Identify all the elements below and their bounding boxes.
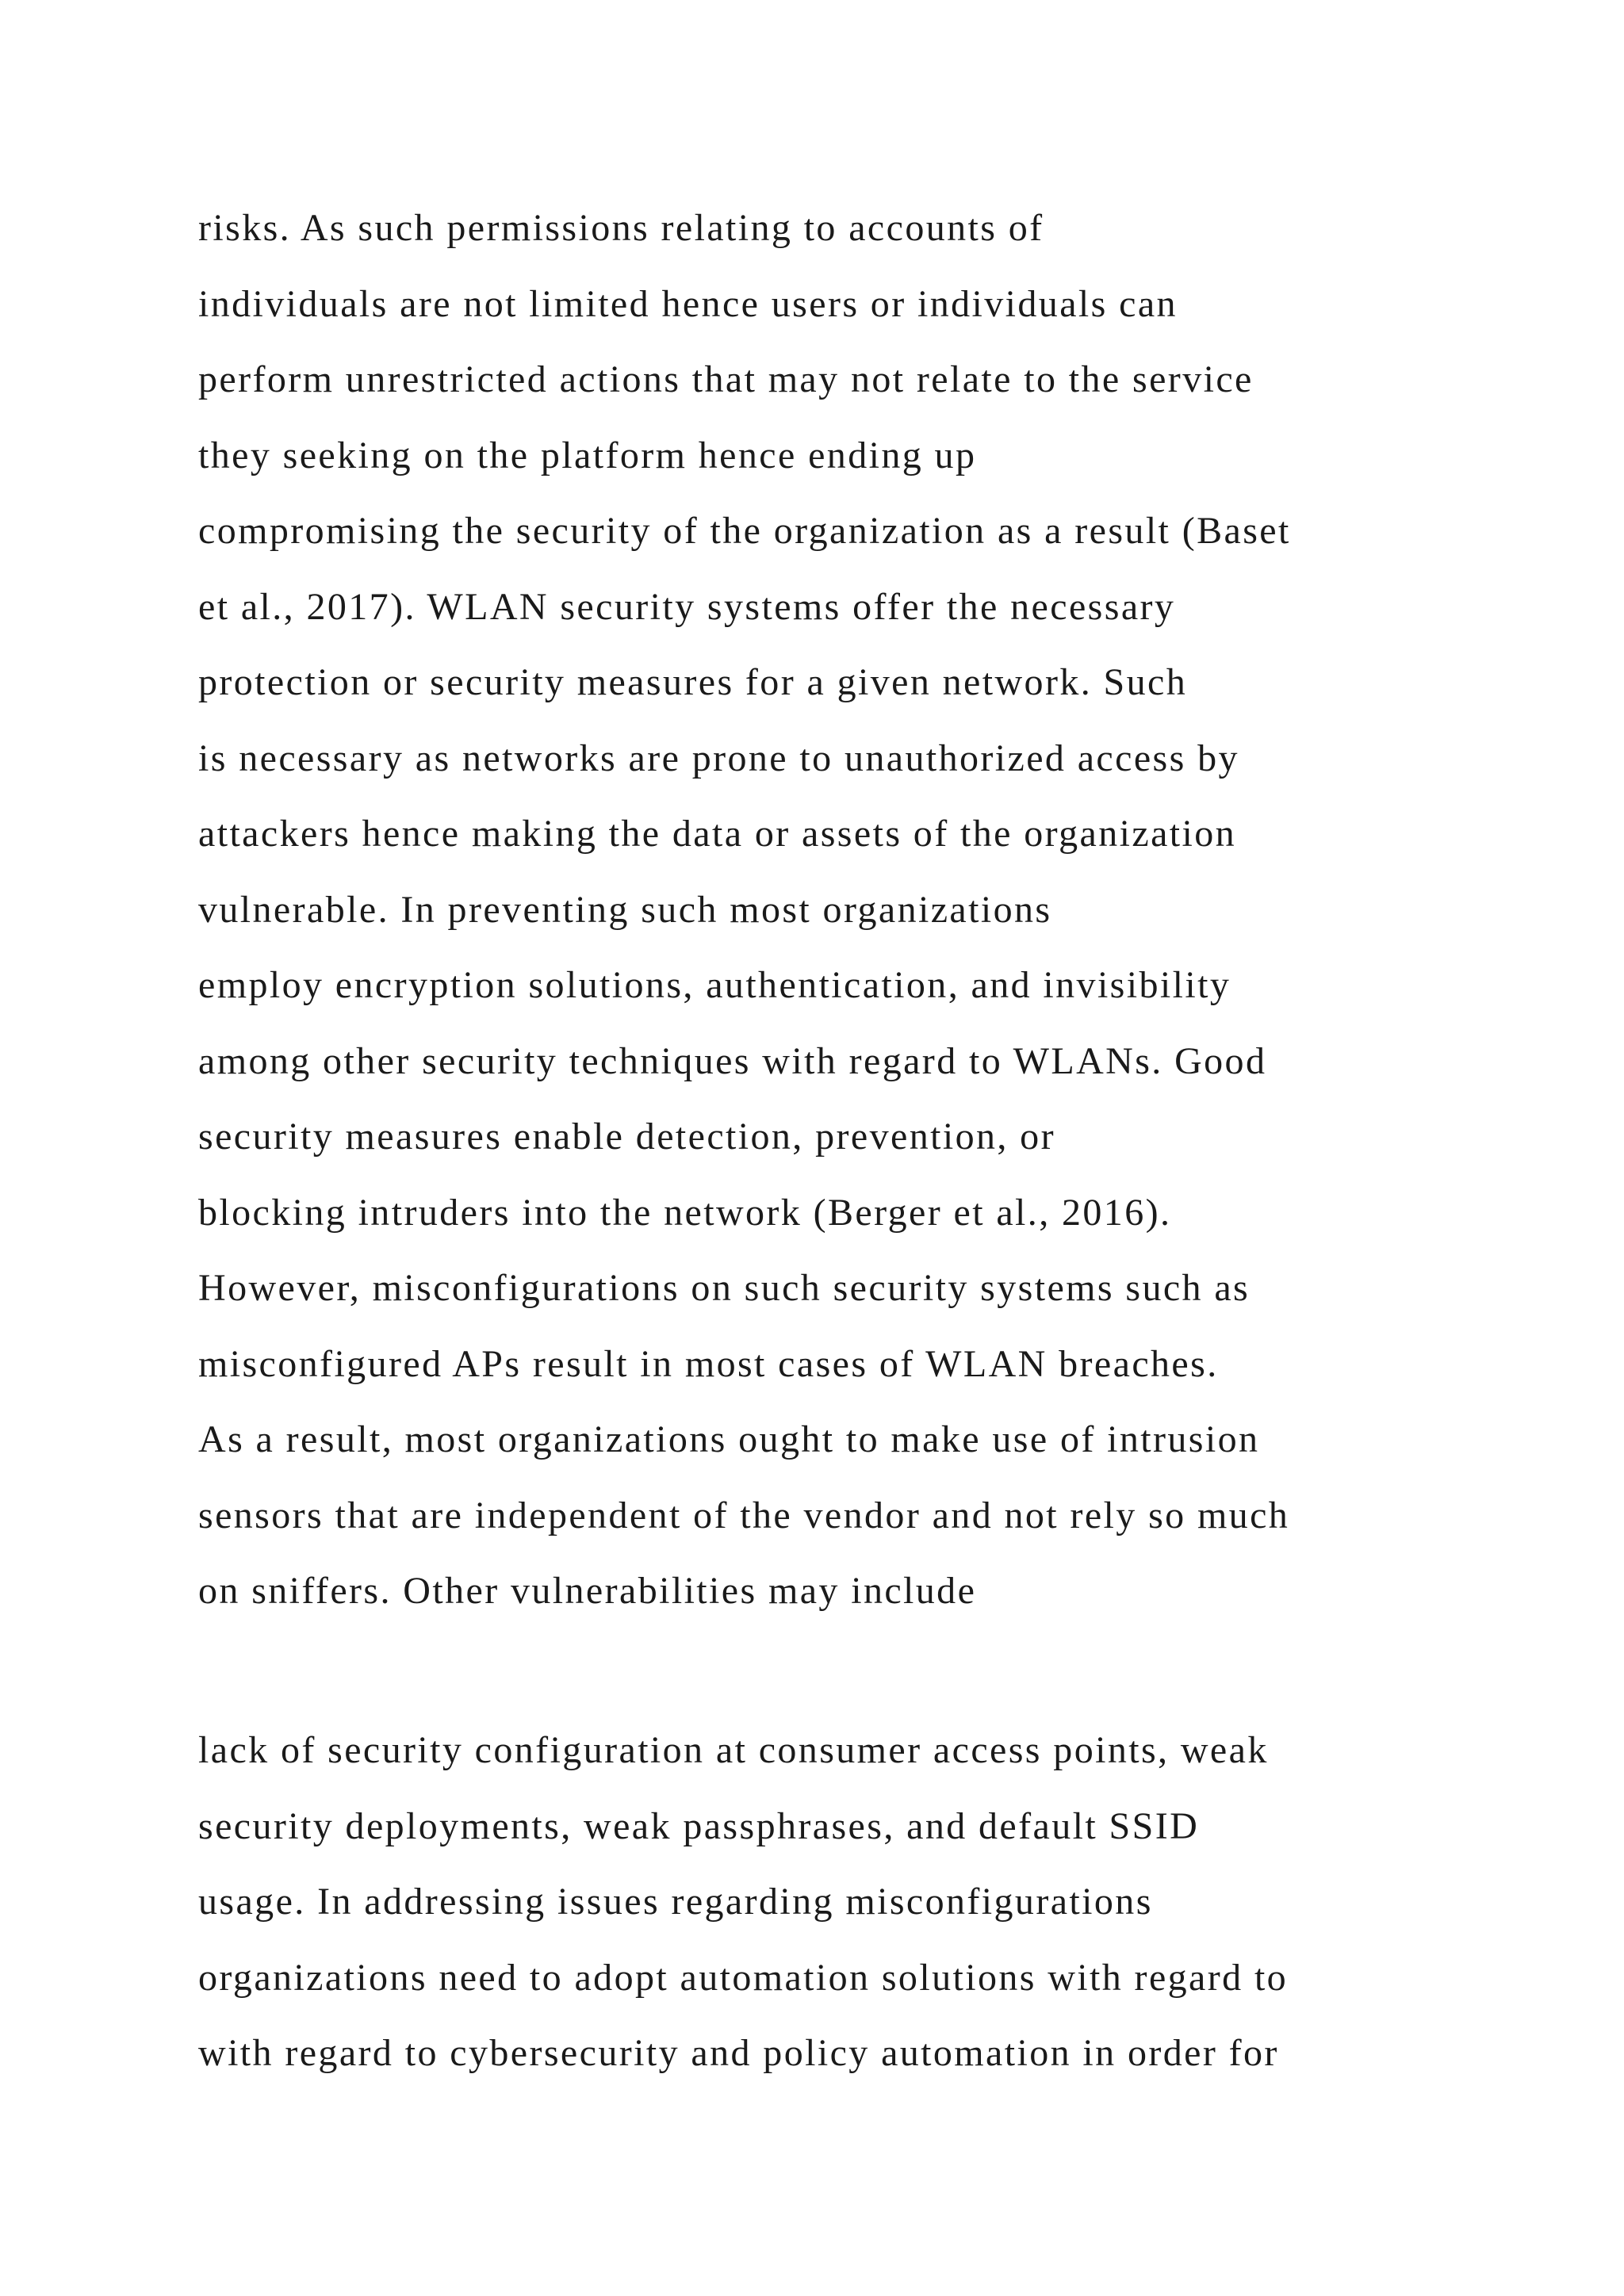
- text-line: As a result, most organizations ought to make use of intrusion: [198, 1418, 1260, 1460]
- text-line: attackers hence making the data or assets of the organization: [198, 813, 1237, 855]
- text-line: protection or security measures for a given network. Such: [198, 661, 1188, 703]
- text-line: vulnerable. In preventing such most organizations: [198, 888, 1052, 931]
- text-line: among other security techniques with regard to WLANs. Good: [198, 1039, 1267, 1082]
- text-line: security deployments, weak passphrases, and default SSID: [198, 1804, 1200, 1847]
- text-line: sensors that are independent of the vendor and not rely so much: [198, 1494, 1290, 1536]
- text-line: usage. In addressing issues regarding misconfigurations: [198, 1881, 1153, 1923]
- text-line: is necessary as networks are prone to unauthorized access by: [198, 737, 1239, 779]
- text-line: perform unrestricted actions that may not relate to the service: [198, 358, 1254, 400]
- text-line: et al., 2017). WLAN security systems offer the necessary: [198, 585, 1176, 628]
- text-line: individuals are not limited hence users or individuals can: [198, 282, 1178, 325]
- text-line: lack of security configuration at consumer access points, weak: [198, 1729, 1269, 1771]
- text-line: security measures enable detection, prevention, or: [198, 1115, 1055, 1158]
- text-line: organizations need to adopt automation solutions with regard to: [198, 1956, 1289, 1999]
- paragraph-1: [198, 190, 1546, 1629]
- text-line: compromising the security of the organization as a result (Baset: [198, 510, 1291, 552]
- text-line: with regard to cybersecurity and policy automation in order for: [198, 2032, 1279, 2074]
- paragraph-2: [198, 1712, 1546, 2091]
- text-line: they seeking on the platform hence ending up: [198, 434, 977, 476]
- text-line: employ encryption solutions, authentication, and invisibility: [198, 964, 1231, 1006]
- text-line: However, misconfigurations on such security systems such as: [198, 1267, 1251, 1309]
- text-line: on sniffers. Other vulnerabilities may include: [198, 1570, 977, 1612]
- text-line: misconfigured APs result in most cases of WLAN breaches.: [198, 1342, 1219, 1385]
- text-line: risks. As such permissions relating to accounts of: [198, 207, 1044, 249]
- text-line: blocking intruders into the network (Berger et al., 2016).: [198, 1191, 1172, 1234]
